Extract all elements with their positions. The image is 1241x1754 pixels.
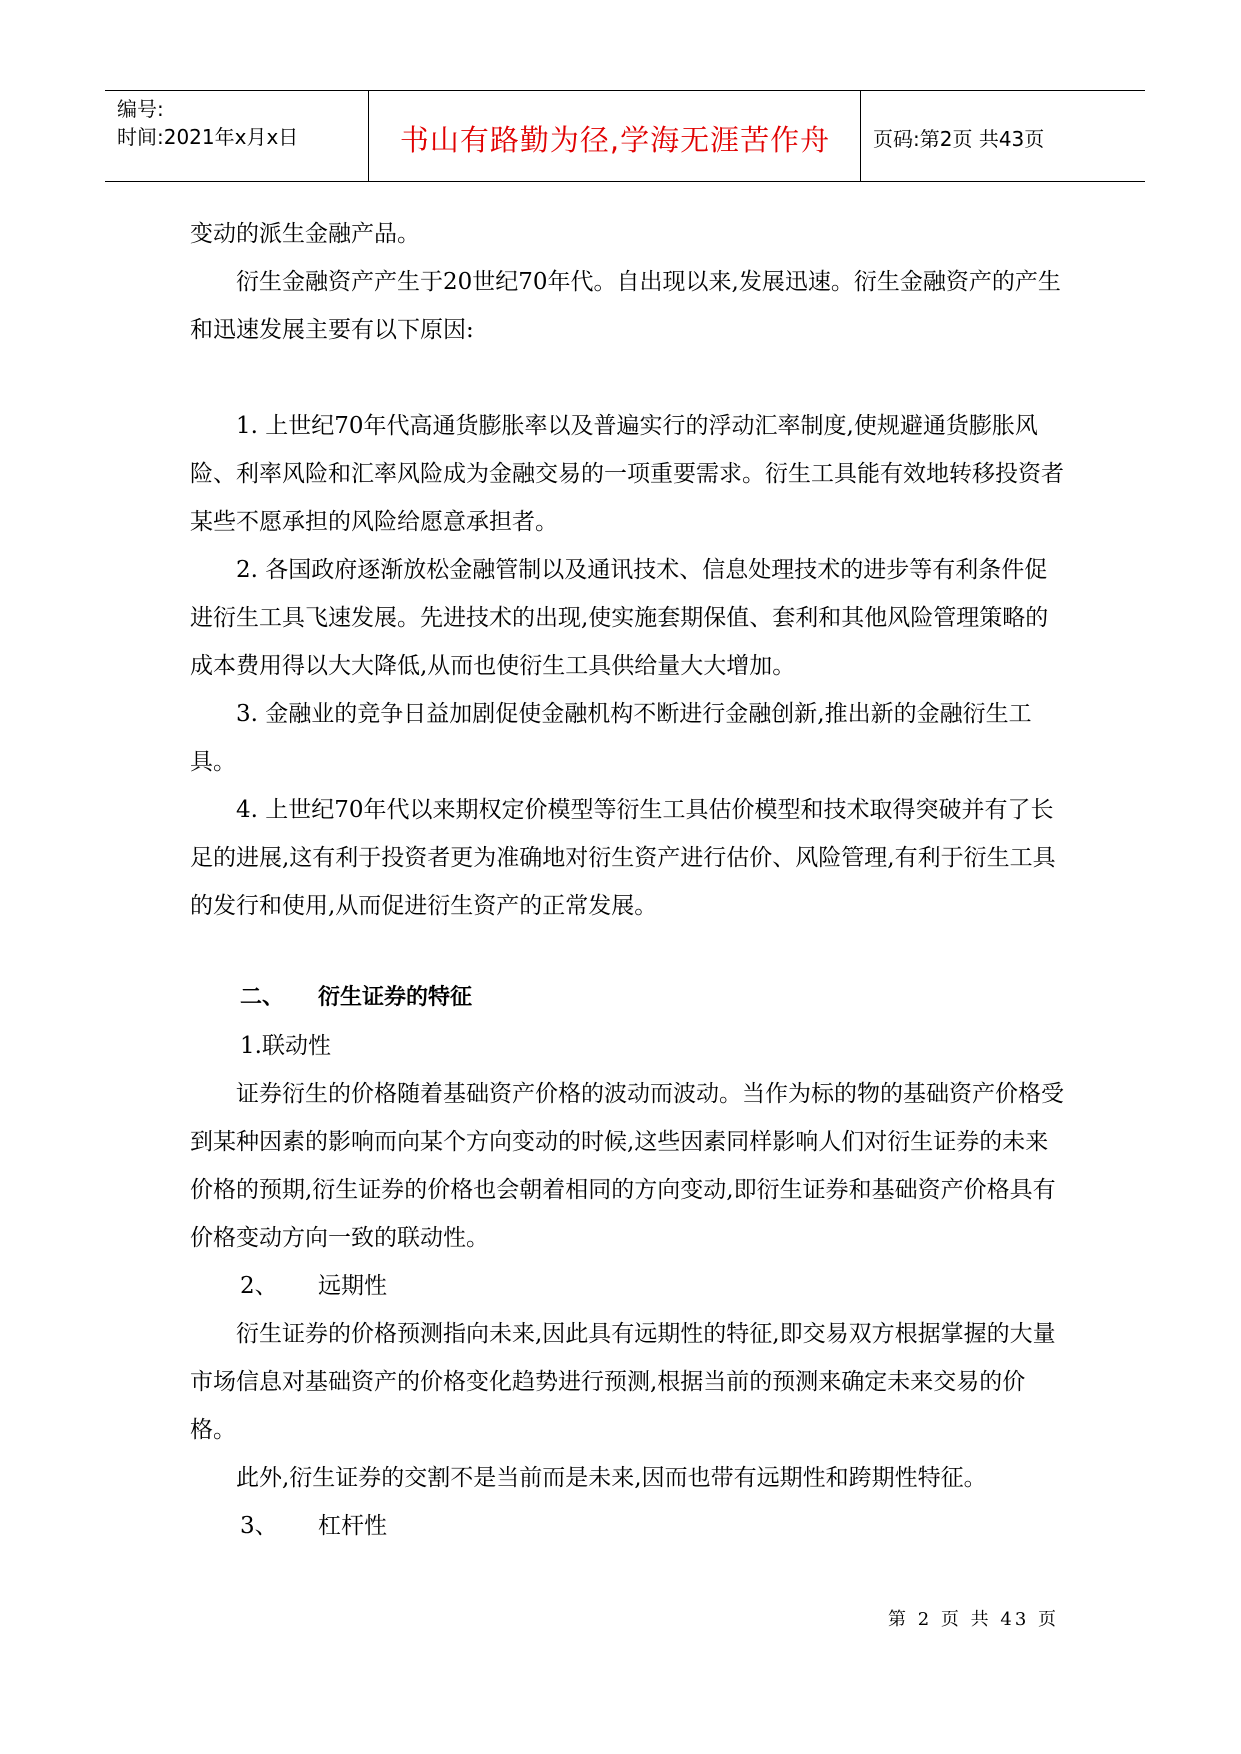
paragraph: 衍生金融资产产生于20世纪70年代。自出现以来,发展迅速。衍生金融资产的产生和迅速发展主要有以下原因:: [190, 269, 1061, 343]
section-heading: [190, 974, 1070, 1022]
paragraph: 4. 上世纪70年代以来期权定价模型等衍生工具估价模型和技术取得突破并有了长足的进展,这有利于投资者更为准确地对衍生资产进行估价、风险管理,有利于衍生工具的发行和使用,从而促进衍生资产的正常发展。: [190, 797, 1056, 919]
header-motto: 书山有路勤为径,学海无涯苦作舟: [399, 123, 831, 157]
page-footer: 第 2 页 共 43 页: [888, 1609, 1059, 1630]
header-divider: [368, 91, 369, 181]
item-heading: [190, 1262, 1070, 1310]
item-title: 1.联动性: [240, 1033, 331, 1059]
spacer: [190, 354, 1070, 402]
paragraph: 衍生证券的价格预测指向未来,因此具有远期性的特征,即交易双方根据掌握的大量市场信息对基础资产的价格变化趋势进行预测,根据当前的预测来确定未来交易的价格。: [190, 1321, 1056, 1443]
paragraph: 证券衍生的价格随着基础资产价格的波动而波动。当作为标的物的基础资产价格受到某种因素的影响而向某个方向变动的时候,这些因素同样影响人们对衍生证券的未来价格的预期,衍生证券的价格也会朝着相同的方向变动,即衍生证券和基础资产价格具有价格变动方向一致的联动性。: [190, 1081, 1064, 1251]
header-page-info: 页码:第2页 共43页: [873, 127, 1045, 151]
paragraph: 变动的派生金融产品。: [190, 221, 420, 247]
item-title: 杠杆性: [318, 1513, 387, 1539]
serial-label: 编号:: [117, 97, 164, 121]
paragraph: 2. 各国政府逐渐放松金融管制以及通讯技术、信息处理技术的进步等有利条件促进衍生工具飞速发展。先进技术的出现,使实施套期保值、套利和其他风险管理策略的成本费用得以大大降低,从而也使衍生工具供给量大大增加。: [190, 557, 1049, 679]
header-meta: [117, 95, 367, 151]
document-body: [190, 210, 1070, 1550]
section-number: 二、: [240, 985, 285, 1010]
item-number: 2、: [240, 1273, 278, 1299]
section-title: 衍生证券的特征: [318, 985, 473, 1010]
paragraph: 3. 金融业的竞争日益加剧促使金融机构不断进行金融创新,推出新的金融衍生工具。: [190, 701, 1032, 775]
paragraph: 此外,衍生证券的交割不是当前而是未来,因而也带有远期性和跨期性特征。: [236, 1465, 987, 1491]
spacer: [190, 930, 1070, 974]
item-number: 3、: [240, 1513, 278, 1539]
item-heading: [190, 1022, 1070, 1070]
item-title: 远期性: [318, 1273, 387, 1299]
item-heading: [190, 1502, 1070, 1550]
page-header: [105, 90, 1145, 182]
paragraph: 1. 上世纪70年代高通货膨胀率以及普遍实行的浮动汇率制度,使规避通货膨胀风险、利率风险和汇率风险成为金融交易的一项重要需求。衍生工具能有效地转移投资者某些不愿承担的风险给愿意承担者。: [190, 413, 1064, 535]
header-divider: [860, 91, 861, 181]
time-label: 时间:2021年x月x日: [117, 125, 299, 149]
